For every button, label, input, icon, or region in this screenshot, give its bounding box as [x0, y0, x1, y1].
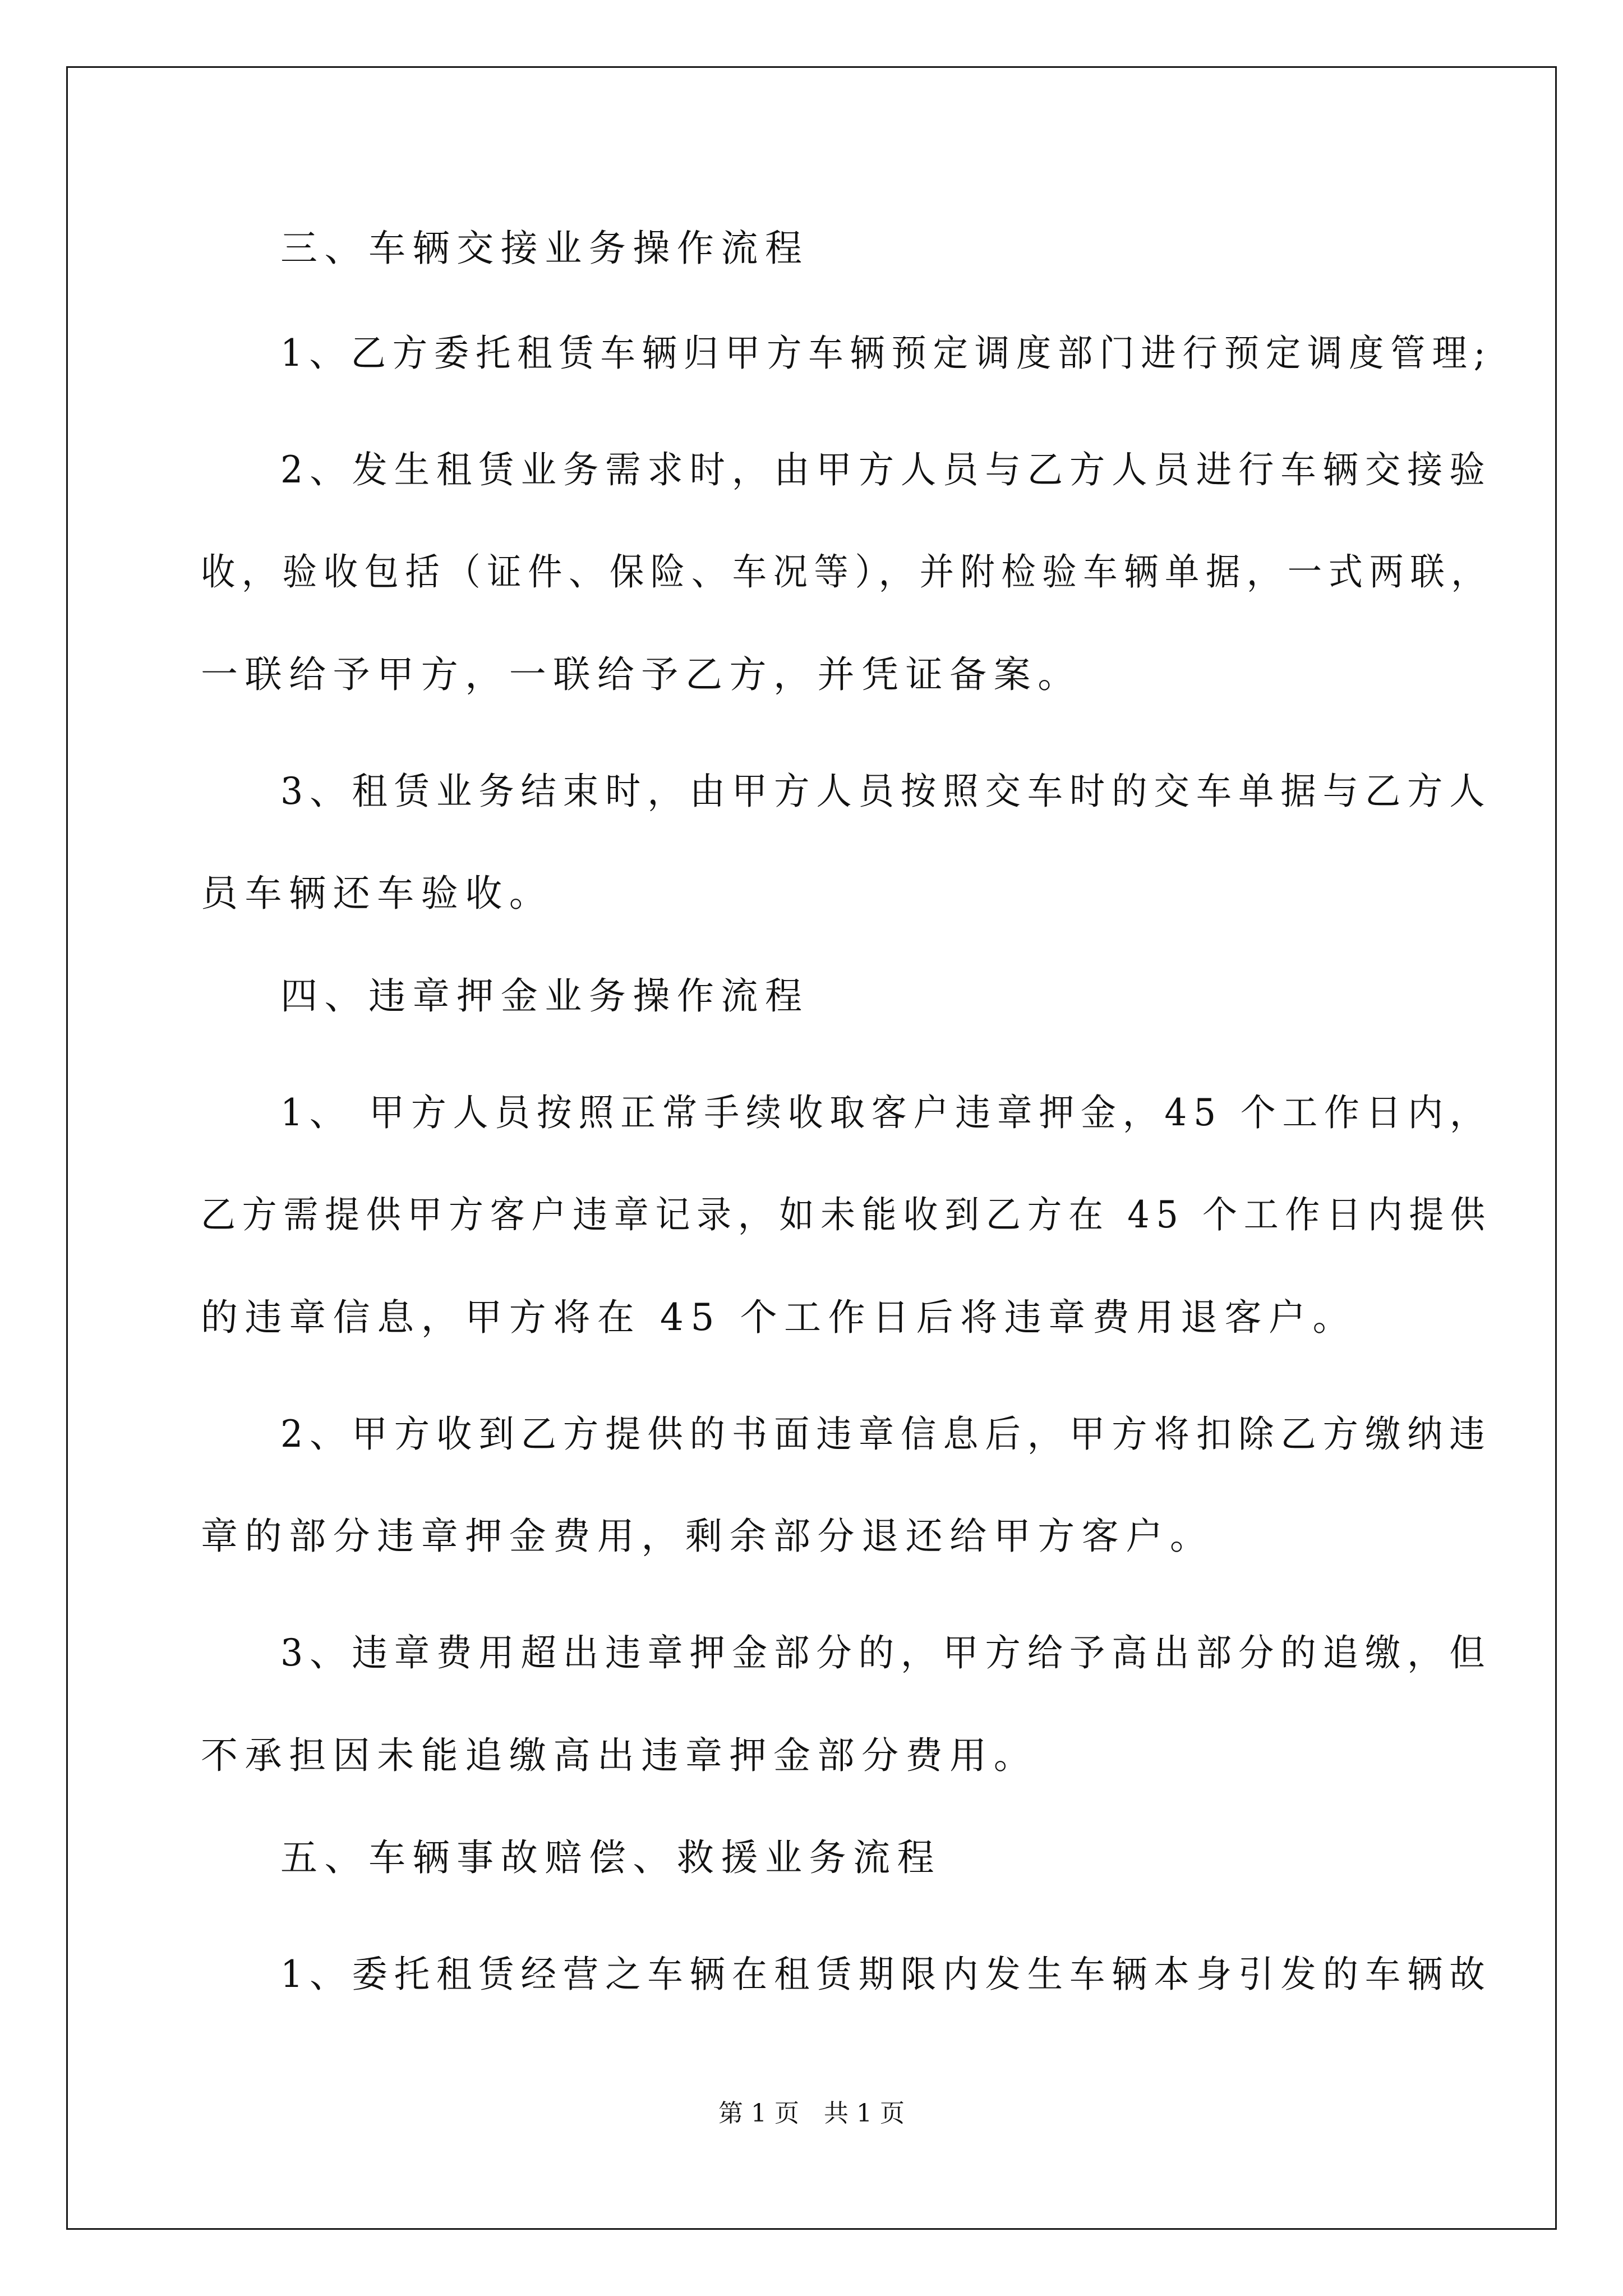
paragraph-line: 员车辆还车验收。 [201, 872, 554, 915]
paragraph-line: 3、租赁业务结束时，由甲方人员按照交车时的交车单据与乙方人 [280, 770, 1492, 813]
paragraph-line: 1、 甲方人员按照正常手续收取客户违章押金，45 个工作日内， [280, 1091, 1492, 1134]
paragraph-line: 乙方需提供甲方客户违章记录，如未能收到乙方在 45 个工作日内提供 [201, 1193, 1492, 1236]
paragraph-line: 收，验收包括（证件、保险、车况等），并附检验车辆单据，一式两联， [201, 550, 1492, 593]
paragraph-line: 1、乙方委托租赁车辆归甲方车辆预定调度部门进行预定调度管理; [280, 332, 1492, 375]
page-footer: 第 1 页 共 1 页 [718, 2099, 905, 2128]
paragraph-line: 的违章信息，甲方将在 45 个工作日后将违章费用退客户。 [201, 1296, 1357, 1339]
paragraph-line: 不承担因未能追缴高出违章押金部分费用。 [201, 1734, 1038, 1777]
paragraph-line: 1、委托租赁经营之车辆在租赁期限内发生车辆本身引发的车辆故 [280, 1953, 1492, 1996]
paragraph-line: 2、甲方收到乙方提供的书面违章信息后，甲方将扣除乙方缴纳违 [280, 1412, 1492, 1456]
paragraph-line: 3、违章费用超出违章押金部分的，甲方给予高出部分的追缴，但 [280, 1631, 1492, 1674]
section-heading-3: 三、车辆交接业务操作流程 [280, 227, 809, 270]
paragraph-line: 章的部分违章押金费用，剩余部分退还给甲方客户。 [201, 1515, 1214, 1558]
paragraph-line: 一联给予甲方，一联给予乙方，并凭证备案。 [201, 653, 1082, 696]
section-heading-4: 四、违章押金业务操作流程 [280, 974, 809, 1018]
paragraph-line: 2、发生租赁业务需求时，由甲方人员与乙方人员进行车辆交接验 [280, 448, 1492, 491]
section-heading-5: 五、车辆事故赔偿、救援业务流程 [280, 1836, 942, 1879]
